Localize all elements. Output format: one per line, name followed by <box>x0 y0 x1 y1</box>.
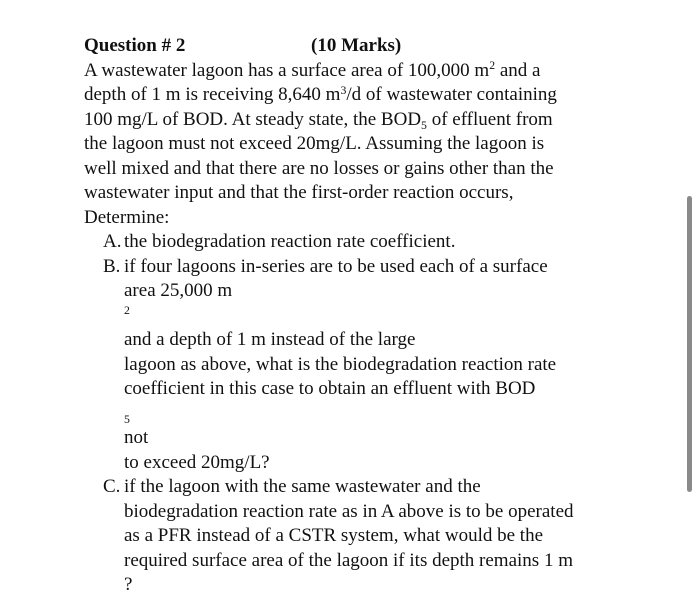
statement-text: and a <box>495 59 541 81</box>
question-header <box>84 34 644 59</box>
statement-line: well mixed and that there are no losses or gains other than the <box>84 157 554 179</box>
statement-line <box>84 83 644 108</box>
subscript: 5 <box>421 118 427 132</box>
item-line <box>124 377 644 451</box>
superscript: 3 <box>340 83 347 97</box>
statement-text: 100 mg/L of BOD. At steady state, the BOD <box>84 108 422 130</box>
statement-text: depth of 1 m is receiving 8,640 m <box>84 84 341 105</box>
item-line: as a PFR instead of a CSTR system, what would be the <box>124 525 544 546</box>
determine-label: Determine: <box>84 206 170 228</box>
sub-question-list <box>103 230 644 598</box>
statement-line <box>84 59 644 84</box>
item-letter: A. <box>103 231 122 252</box>
statement-line <box>84 108 644 133</box>
item-line: the biodegradation reaction rate coefficient. <box>124 231 456 252</box>
item-line: ? <box>124 574 133 595</box>
superscript: 2 <box>124 304 130 318</box>
subscript: 5 <box>124 412 130 426</box>
question-document <box>84 34 644 598</box>
question-number: Question # 2 <box>84 35 186 56</box>
sub-question-b <box>103 255 644 476</box>
item-text: not <box>124 427 149 448</box>
statement-line: wastewater input and that the first-order reaction occurs, <box>84 182 514 203</box>
item-line: if four lagoons in-series are to be used each of a surface <box>124 255 548 277</box>
sub-question-a <box>103 230 644 255</box>
statement-line: the lagoon must not exceed 20mg/L. Assuming the lagoon is <box>84 133 545 154</box>
statement-text: /d of wastewater containing <box>346 84 557 105</box>
item-line <box>124 279 644 353</box>
question-marks: (10 Marks) <box>311 35 402 56</box>
item-letter: C. <box>103 476 121 497</box>
item-text: coefficient in this case to obtain an effluent with BOD <box>124 378 536 399</box>
vertical-scrollbar[interactable] <box>687 196 692 492</box>
item-text: area 25,000 m <box>124 280 233 301</box>
problem-statement <box>84 59 644 231</box>
statement-text: A wastewater lagoon has a surface area of 100,000 m <box>84 59 490 81</box>
item-letter: B. <box>103 255 121 277</box>
item-line: biodegradation reaction rate as in A above is to be operated <box>124 500 574 522</box>
superscript: 2 <box>489 59 496 73</box>
statement-text: of effluent from <box>426 108 553 130</box>
item-text: and a depth of 1 m instead of the large <box>124 329 416 350</box>
item-line: lagoon as above, what is the biodegradation reaction rate <box>124 353 557 375</box>
item-line: if the lagoon with the same wastewater and the <box>124 476 481 497</box>
item-line: to exceed 20mg/L? <box>124 451 270 473</box>
item-line: required surface area of the lagoon if its depth remains 1 m <box>124 549 573 571</box>
sub-question-c <box>103 475 644 598</box>
